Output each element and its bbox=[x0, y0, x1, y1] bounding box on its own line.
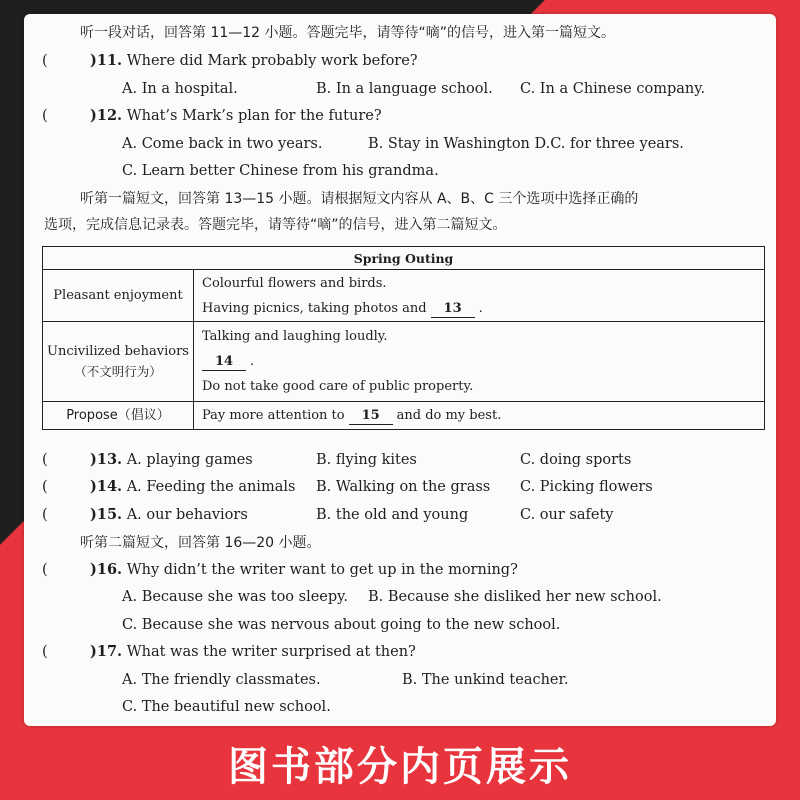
blank-14: 14 bbox=[202, 354, 246, 371]
q13-option-b: B. flying kites bbox=[316, 452, 417, 468]
q12-option-a: A. Come back in two years. bbox=[122, 136, 323, 152]
info-record-table bbox=[42, 246, 765, 430]
question-14 bbox=[90, 478, 295, 496]
q11-option-b: B. In a language school. bbox=[316, 81, 493, 97]
cell-text: Having picnics, taking photos and bbox=[202, 300, 427, 316]
section3-intro: 听第二篇短文，回答第 16—20 小题。 bbox=[80, 535, 321, 551]
question-text: Where did Mark probably work before? bbox=[126, 53, 418, 69]
question-12 bbox=[90, 107, 382, 125]
q15-option-c: C. our safety bbox=[520, 507, 614, 523]
cell-line: Talking and laughing loudly. bbox=[202, 329, 388, 344]
question-17 bbox=[90, 643, 416, 661]
blank-13: 13 bbox=[431, 301, 475, 318]
q15-option-a: A. our behaviors bbox=[126, 507, 248, 523]
book-page bbox=[24, 14, 776, 726]
answer-paren: ( bbox=[42, 53, 48, 69]
question-13 bbox=[90, 451, 253, 469]
table-title: Spring Outing bbox=[43, 247, 765, 270]
section2-intro-line1: 听第一篇短文，回答第 13—15 小题。请根据短文内容从 A、B、C 三个选项中选择正确的 bbox=[80, 191, 639, 207]
cell-text: Pay more attention to bbox=[202, 408, 345, 423]
question-number: )13. bbox=[90, 451, 123, 468]
cell-line bbox=[194, 296, 764, 321]
q13-option-a: A. playing games bbox=[126, 452, 253, 468]
row-content-uncivilized bbox=[194, 322, 765, 402]
answer-paren: ( bbox=[42, 108, 48, 124]
cell-line bbox=[194, 403, 764, 428]
promo-banner bbox=[0, 726, 800, 800]
section1-intro: 听一段对话，回答第 11—12 小题。答题完毕，请等待“嘀”的信号，进入第一篇短文。 bbox=[80, 25, 616, 41]
question-16 bbox=[90, 561, 518, 579]
q16-option-a: A. Because she was too sleepy. bbox=[122, 589, 349, 605]
question-text: What was the writer surprised at then? bbox=[126, 644, 416, 660]
answer-paren: ( bbox=[42, 452, 48, 468]
q17-option-a: A. The friendly classmates. bbox=[122, 672, 321, 688]
row-label-enjoyment: Pleasant enjoyment bbox=[43, 270, 194, 322]
answer-paren: ( bbox=[42, 479, 48, 495]
section2-intro-line2: 选项，完成信息记录表。答题完毕，请等待“嘀”的信号，进入第二篇短文。 bbox=[44, 217, 507, 233]
cell-line: Do not take good care of public property. bbox=[202, 379, 474, 394]
q12-option-b: B. Stay in Washington D.C. for three years. bbox=[368, 136, 684, 152]
q13-option-c: C. doing sports bbox=[520, 452, 632, 468]
question-number: )14. bbox=[90, 478, 123, 495]
q17-option-b: B. The unkind teacher. bbox=[402, 672, 569, 688]
q11-option-a: A. In a hospital. bbox=[122, 81, 238, 97]
label-en: Uncivilized behaviors bbox=[47, 343, 189, 359]
question-11 bbox=[90, 52, 418, 70]
cell-text: . bbox=[250, 354, 255, 369]
q14-option-b: B. Walking on the grass bbox=[316, 479, 491, 495]
row-content-propose bbox=[194, 402, 765, 430]
question-number: )17. bbox=[90, 643, 123, 660]
cell-line: Colourful flowers and birds. bbox=[202, 275, 387, 291]
q12-option-c: C. Learn better Chinese from his grandma. bbox=[122, 163, 439, 179]
cell-text: and do my best. bbox=[396, 408, 502, 423]
q17-option-c: C. The beautiful new school. bbox=[122, 699, 331, 715]
question-text: What’s Mark’s plan for the future? bbox=[126, 108, 382, 124]
q14-option-a: A. Feeding the animals bbox=[126, 479, 296, 495]
q16-option-c: C. Because she was nervous about going to the new school. bbox=[122, 617, 561, 633]
question-15 bbox=[90, 506, 248, 524]
row-label-uncivilized bbox=[43, 322, 194, 402]
banner-text: 图书部分内页展示 bbox=[228, 743, 572, 790]
question-number: )12. bbox=[90, 107, 123, 124]
q15-option-b: B. the old and young bbox=[316, 507, 469, 523]
blank-15: 15 bbox=[349, 408, 393, 425]
row-content-enjoyment bbox=[194, 270, 765, 322]
answer-paren: ( bbox=[42, 644, 48, 660]
label-cn: （不文明行为） bbox=[74, 363, 162, 379]
row-label-propose: Propose（倡议） bbox=[43, 402, 194, 430]
answer-paren: ( bbox=[42, 562, 48, 578]
question-text: Why didn’t the writer want to get up in the morning? bbox=[126, 562, 518, 578]
question-number: )15. bbox=[90, 506, 123, 523]
q14-option-c: C. Picking flowers bbox=[520, 479, 653, 495]
question-number: )16. bbox=[90, 561, 123, 578]
q11-option-c: C. In a Chinese company. bbox=[520, 81, 706, 97]
answer-paren: ( bbox=[42, 507, 48, 523]
q16-option-b: B. Because she disliked her new school. bbox=[368, 589, 662, 605]
cell-text: . bbox=[478, 300, 483, 316]
question-number: )11. bbox=[90, 52, 123, 69]
cell-line bbox=[194, 349, 764, 374]
